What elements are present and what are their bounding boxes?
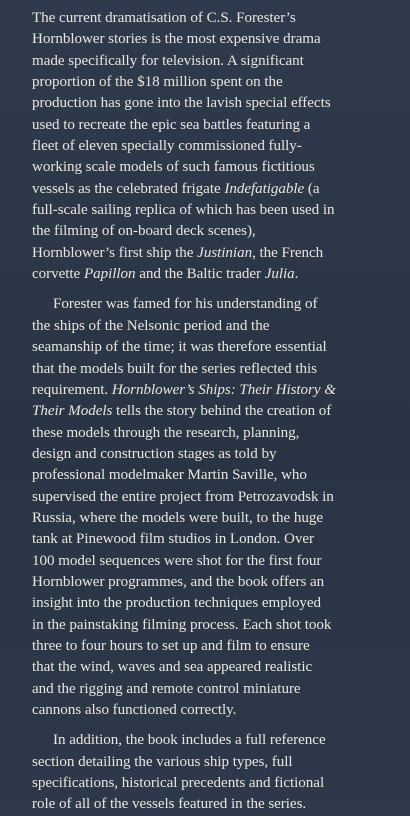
text-run: insight into the production techniques employed <box>32 595 321 612</box>
text-run: In addition, the book includes a full reference <box>53 732 326 749</box>
text-line <box>32 615 396 636</box>
text-run: , the French <box>252 244 324 261</box>
text-run: tank at Pinewood film studios in London. Over <box>32 531 314 548</box>
text-run: these models through the research, planning, <box>32 424 300 441</box>
paragraph-forester <box>32 294 396 721</box>
italic-title-text: Papillon <box>83 266 136 283</box>
text-run: the filming of on-board deck scenes), <box>32 223 256 240</box>
text-run: vessels as the celebrated frigate <box>32 180 225 197</box>
text-line <box>32 51 396 72</box>
text-run: professional modelmaker Martin Saville, who <box>32 467 307 484</box>
text-line <box>32 316 396 337</box>
text-line <box>32 136 396 157</box>
text-line <box>32 157 396 178</box>
paragraph-addition <box>32 730 396 815</box>
text-line <box>32 359 396 380</box>
text-line <box>32 487 396 508</box>
text-line <box>32 529 396 550</box>
text-line <box>32 93 396 114</box>
text-line <box>32 551 396 572</box>
text-run: supervised the entire project from Petrozavodsk in <box>32 488 334 505</box>
text-line <box>32 294 396 315</box>
text-run: production has gone into the lavish special effects <box>32 95 331 112</box>
text-line <box>32 657 396 678</box>
italic-title-text: Julia <box>264 266 295 283</box>
italic-title-text: Hornblower’s Ships: Their History & <box>111 381 336 398</box>
text-run: cannons also functioned correctly. <box>32 702 237 718</box>
text-run: proportion of the $18 million spent on the <box>32 74 283 91</box>
text-run: in the painstaking filming process. Each shot took <box>32 616 332 633</box>
text-run: that the wind, waves and sea appeared realistic <box>32 659 313 676</box>
text-line <box>32 700 396 721</box>
text-line <box>32 380 396 401</box>
text-run: that the models built for the series reflected this <box>32 360 317 377</box>
text-line <box>32 444 396 465</box>
text-line <box>32 72 396 93</box>
text-run: Hornblower programmes, and the book offers an <box>32 573 325 590</box>
text-line <box>32 773 396 794</box>
text-run: corvette <box>32 266 84 283</box>
text-run: tells the story behind the creation of <box>112 403 332 420</box>
text-line <box>32 465 396 486</box>
text-run: Hornblower’s first ship the <box>32 244 198 261</box>
text-run: seamanship of the time; it was therefore essential <box>32 339 327 356</box>
text-run: 100 model sequences were shot for the first four <box>32 552 322 569</box>
text-line <box>32 593 396 614</box>
text-run: fleet of eleven specially commissioned fully- <box>32 138 302 155</box>
text-run: Russia, where the models were built, to the huge <box>32 509 324 526</box>
text-line <box>32 243 396 264</box>
italic-title-text: Indefatigable <box>224 180 305 197</box>
paragraph-intro <box>32 8 396 285</box>
text-run: design and construction stages as told by <box>32 445 277 462</box>
italic-title-text: Justinian <box>197 244 253 261</box>
text-line <box>32 794 396 815</box>
text-line <box>32 423 396 444</box>
text-line <box>32 401 396 422</box>
text-run: and the Baltic trader <box>135 266 265 283</box>
text-line <box>32 221 396 242</box>
text-line <box>32 200 396 221</box>
text-run: full-scale sailing replica of which has been used in <box>32 202 335 219</box>
text-line <box>32 264 396 285</box>
text-line <box>32 730 396 751</box>
text-line <box>32 8 396 29</box>
text-run: and the rigging and remote control miniature <box>32 680 301 697</box>
text-line <box>32 115 396 136</box>
text-line <box>32 752 396 773</box>
text-run: made specifically for television. A significant <box>32 52 304 69</box>
text-run: section detailing the various ship types, full <box>32 753 293 770</box>
text-line <box>32 508 396 529</box>
text-run: (a <box>304 180 320 197</box>
text-line <box>32 337 396 358</box>
text-line <box>32 572 396 593</box>
text-run: working scale models of such famous fictitious <box>32 159 315 176</box>
text-run: three to four hours to set up and film to ensure <box>32 637 310 654</box>
text-line <box>32 179 396 200</box>
text-run: . <box>294 266 299 283</box>
text-run: requirement. <box>32 381 112 398</box>
text-line <box>32 636 396 657</box>
text-line <box>32 29 396 50</box>
text-run: used to recreate the epic sea battles featuring a <box>32 116 311 133</box>
text-line <box>32 679 396 700</box>
text-run: role of all of the vessels featured in the series. <box>32 796 307 813</box>
italic-title-text: Their Models <box>32 403 113 420</box>
text-run: the ships of the Nelsonic period and the <box>32 317 270 334</box>
text-run: Forester was famed for his understanding of <box>53 296 318 313</box>
text-run: The current dramatisation of C.S. Forester’s <box>32 10 296 26</box>
text-run: Hornblower stories is the most expensive drama <box>32 31 321 48</box>
text-run: specifications, historical precedents and fictional <box>32 775 325 792</box>
